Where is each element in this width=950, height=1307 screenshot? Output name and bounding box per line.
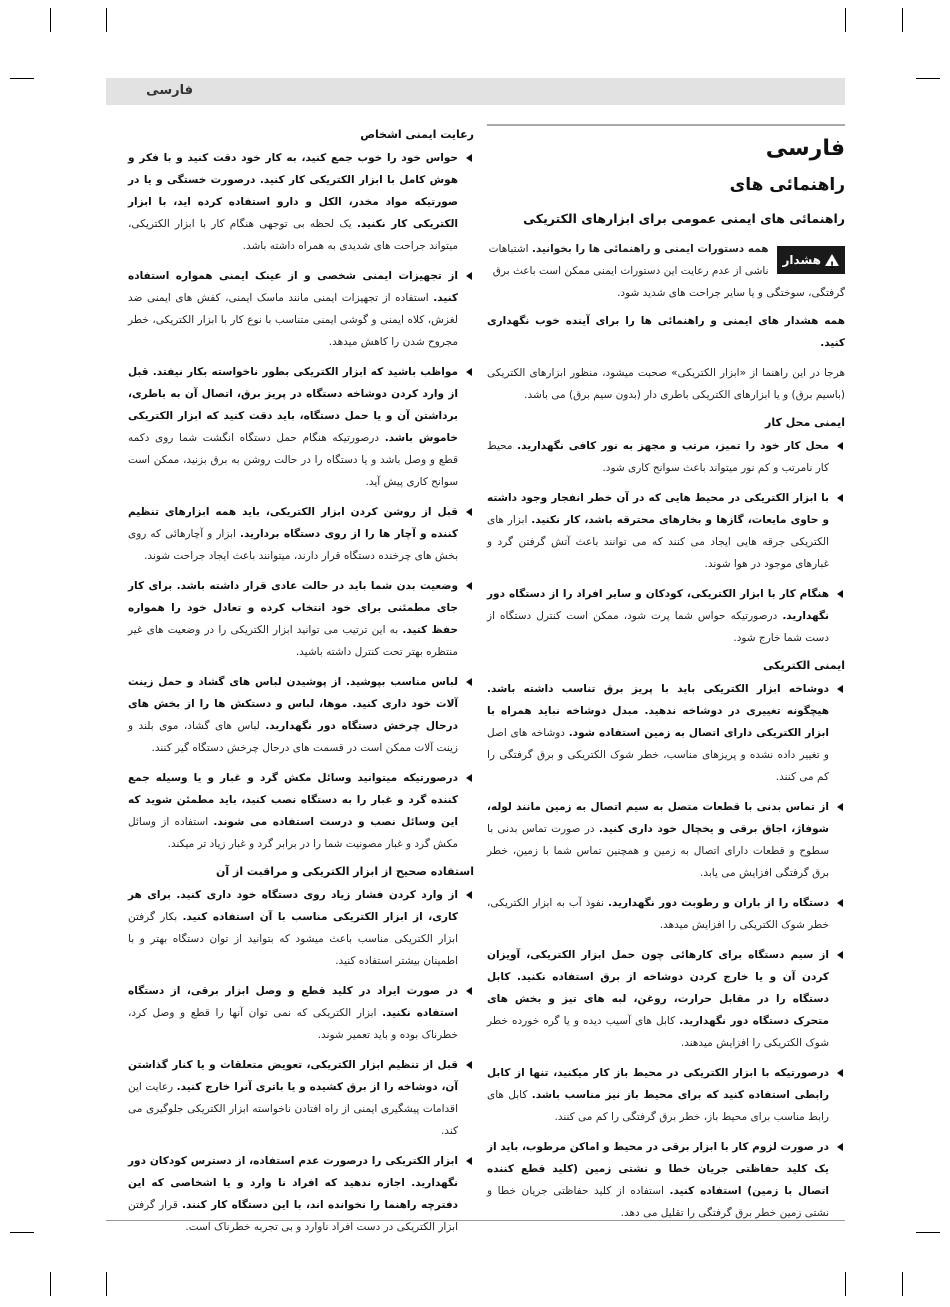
item-bold: در صورت ایراد در کلید قطع و وصل ابزار برقی، از دستگاه استفاده نکنید. [128, 985, 458, 1019]
item-text: کابل های رابط مناسب برای محیط باز، خطر برق گرفتگی را کم می کنند. [487, 1089, 829, 1123]
list-item [487, 944, 845, 1054]
list-item [487, 435, 845, 479]
right-column [487, 118, 845, 1232]
workarea-heading: ایمنی محل کار [765, 416, 845, 429]
list-item [128, 575, 474, 663]
item-text: ابزار های الکتریکی جرقه هایی ایجاد می کنند که می توانند باعث آتش گرفتن گرد و غبارهای موجود در هوا شوند. [487, 514, 829, 570]
list-item [487, 1062, 845, 1128]
crop-mark [916, 78, 940, 79]
electrical-heading: ایمنی الکتریکی [762, 659, 845, 672]
item-text: درصورتیکه حواس شما پرت شود، ممکن است کنترل دستگاه از دست شما خارج شود. [487, 610, 829, 644]
warning-badge [777, 246, 845, 274]
item-text: بکار گرفتن ابزار الکتریکی مناسب باعث میشود که بتوانید از توان دستگاه بهتر و با اطمینان بیشتر استفاده کنید. [128, 911, 458, 967]
item-text: قرار گرفتن ابزار الکتریکی در دست افراد ناوارد و بی تجربه خطرناک است. [128, 1199, 458, 1233]
list-item [487, 583, 845, 649]
item-text: محیط کار نامرتب و کم نور میتواند باعث سوانح کاری شود. [487, 440, 829, 474]
item-text: لباس های گشاد، موی بلند و زینت آلات ممکن است در قسمت های درحال چرخش دستگاه گیر کنند. [128, 720, 458, 754]
item-text: کابل های آسیب دیده و یا گره خورده خطر شوک الکتریکی را افزایش میدهند. [487, 1015, 829, 1049]
item-bold: در صورت لزوم کار با ابزار برقی در محیط و اماکن مرطوب، باید از یک کلید حفاظتی جریان خطا و نشتی زمین (کلید قطع کننده اتصال با زمین) استفاده کنید. [487, 1141, 829, 1197]
item-bold: از تماس بدنی با قطعات متصل به سیم اتصال به زمین مانند لوله، شوفاژ، اجاق برقی و یخچال خود داری کنید. [487, 801, 829, 835]
warning-label: هشدار [782, 253, 821, 267]
item-text: استفاده از تجهیزات ایمنی مانند ماسک ایمنی، کفش های ایمنی ضد لغزش، کلاه ایمنی و گوشی ایمنی متناسب با نوع کار با ابزار الکتریکی، خطر مجروح شدن را کاهش میدهد. [128, 292, 458, 348]
left-column [128, 118, 474, 1246]
crop-mark [845, 1272, 846, 1296]
list-item [128, 1150, 474, 1238]
list-item [128, 265, 474, 353]
list-item [487, 796, 845, 884]
crop-mark [10, 78, 34, 79]
item-text: نفوذ آب به ابزار الکتریکی، خطر شوک الکتریکی را افزایش میدهد. [487, 897, 829, 931]
list-item [487, 678, 845, 788]
item-bold: دستگاه را از باران و رطوبت دور نگهدارید. [608, 897, 829, 909]
crop-mark [106, 1272, 107, 1296]
item-text: یک لحظه بی توجهی هنگام کار با ابزار الکتریکی، میتواند جراحت های شدیدی به همراه داشته باشد. [128, 218, 458, 252]
item-bold: محل کار خود را تمیز، مرتب و مجهز به نور کافی نگهدارید. [517, 440, 829, 452]
header-language-label: فارسی [146, 83, 193, 98]
item-bold: قبل از روشن کردن ابزار الکتریکی، باید همه ابزارهای تنظیم کننده و آچار ها را از روی دستگاه بردارید. [128, 506, 458, 540]
list-item [128, 884, 474, 972]
item-text: ابزار الکتریکی که نمی توان آنها را قطع و وصل کرد، خطرناک بوده و باید تعمیر شوند. [128, 1007, 458, 1041]
item-bold: درصورتیکه با ابزار الکتریکی در محیط باز کار میکنید، تنها از کابل رابطی استفاده کنید که برای محیط باز نیز مناسب باشد. [487, 1067, 830, 1101]
list-item [128, 671, 474, 759]
item-text: استفاده از کلید حفاظتی جریان خطا و نشتی زمین خطر برق گرفتگی را تقلیل می دهد. [487, 1185, 829, 1219]
language-header-bar [106, 78, 845, 105]
item-text: استفاده از وسائل مکش گرد و غبار مصونیت شما را در برابر گرد و غبار زیاد تر میکند. [128, 816, 458, 850]
crop-mark [10, 1232, 34, 1233]
item-text: به این ترتیب می توانید ابزار الکتریکی را در وضعیت های غیر منتظره بهتر تحت کنترل داشته باشید. [128, 624, 458, 658]
item-bold: از سیم دستگاه برای کارهائی چون حمل ابزار الکتریکی، آویزان کردن آن و یا خارج کردن دوشاخه از برق استفاده نکنید. کابل دستگاه را در مقابل حرارت، روغن، لبه های تیز و بخش های متحرک دستگاه دور نگهدارید. [487, 949, 830, 1027]
item-bold: با ابزار الکتریکی در محیط هایی که در آن خطر انفجار وجود داشته و حاوی مایعات، گازها و بخارهای محترقه باشد، کار نکنید. [487, 492, 829, 526]
list-item [128, 767, 474, 855]
section-title: راهنمائی های [729, 175, 845, 195]
personal-safety-heading: رعایت ایمنی اشخاص [360, 128, 474, 141]
warning-text: اشتباهات ناشی از عدم رعایت این دستورات ایمنی ممکن است باعث برق گرفتگی، سوختگی و یا سایر جراحت های شدید شود. [488, 243, 845, 299]
tool-use-heading: استفاده صحیح از ابزار الکتریکی و مراقبت از آن [216, 865, 474, 878]
item-text: در صورت تماس بدنی با سطوح و قطعات دارای اتصال به زمین و همچنین تماس شما با زمین، خطر برق گرفتگی افزایش می یابد. [487, 823, 829, 879]
list-item [128, 147, 474, 257]
warning-bold-text: همه دستورات ایمنی و راهنمائی ها را بخوانید. [531, 243, 769, 255]
power-tool-definition: هرجا در این راهنما از «ابزار الکتریکی» صحبت میشود، منظور ابزارهای الکتریکی (باسیم برق) و یا ابزارهای الکتریکی باطری دار (بدون سیم برق) می باشد. [487, 367, 845, 401]
warning-triangle-icon [825, 254, 839, 266]
item-text: دوشاخه های اصل و تغییر داده نشده و پریزهای مناسب، خطر شوک الکتریکی و برق گرفتگی را کم می کنند. [487, 727, 829, 783]
item-bold: هنگام کار با ابزار الکتریکی، کودکان و سایر افراد را از دستگاه دور نگهدارید. [487, 588, 829, 622]
item-bold: لباس مناسب بپوشید. از پوشیدن لباس های گشاد و حمل زینت آلات خود داری کنید. موها، لباس و دستکش ها را از بخش های درحال چرخش دستگاه دور نگهدارید. [128, 676, 458, 732]
footer-divider [106, 1220, 845, 1221]
page-title: فارسی [765, 136, 845, 161]
crop-mark [50, 1272, 51, 1296]
crop-mark [845, 8, 846, 32]
crop-mark [916, 1232, 940, 1233]
item-bold: از تجهیزات ایمنی شخصی و از عینک ایمنی همواره استفاده کنید. [128, 270, 458, 304]
list-item [128, 501, 474, 567]
item-bold: دوشاخه ابزار الکتریکی باید با پریز برق تناسب داشته باشد. هیچگونه تغییری در دوشاخه ندهید. مبدل دوشاخه نباید همراه با ابزار الکتریکی دارای اتصال به زمین استفاده شود. [487, 683, 829, 739]
item-bold: قبل از تنظیم ابزار الکتریکی، تعویض متعلقات و یا کنار گذاشتن آن، دوشاخه را از برق کشیده و یا باتری آنرا خارج کنید. [128, 1059, 458, 1093]
item-bold: حواس خود را خوب جمع کنید، به کار خود دقت کنید و با فکر و هوش کامل با ابزار الکتریکی کار کنید. درصورت خستگی و یا در صورتیکه مواد مخدر، الکل و دارو استفاده کرده اید، با ابزار الکتریکی کار نکنید. [128, 152, 458, 230]
list-item [128, 1054, 474, 1142]
crop-mark [50, 8, 51, 32]
crop-mark [106, 8, 107, 32]
item-bold: وضعیت بدن شما باید در حالت عادی قرار داشته باشد. برای کار جای مطمئنی برای خود انتخاب کرده و تعادل خود را همواره حفظ کنید. [128, 580, 458, 636]
list-item [487, 892, 845, 936]
item-text: درصورتیکه هنگام حمل دستگاه انگشت شما روی دکمه قطع و وصل باشد و یا دستگاه را در حالت روشن به برق بزنید، ممکن است سوانح کاری پیش آید. [128, 432, 458, 488]
crop-mark [902, 8, 903, 32]
warning-block [487, 238, 845, 304]
keep-instructions-bold: همه هشدار های ایمنی و راهنمائی ها را برای آینده خوب نگهداری کنید. [487, 315, 845, 349]
list-item [128, 361, 474, 493]
item-bold: درصورتیکه میتوانید وسائل مکش گرد و غبار و یا وسیله جمع کننده گرد و غبار را به دستگاه نصب کنید، باید مطمئن شوید که این وسائل نصب و درست استفاده می شوند. [128, 772, 459, 828]
list-item [487, 487, 845, 575]
list-item [128, 980, 474, 1046]
keep-instructions [487, 310, 845, 354]
crop-mark [902, 1272, 903, 1296]
column-divider [487, 124, 845, 126]
general-safety-title: راهنمائی های ایمنی عمومی برای ابزارهای الکتریکی [523, 211, 845, 226]
item-text: رعایت این اقدامات پیشگیری ایمنی از راه افتادن ناخواسته ابزار الکتریکی جلوگیری می کند. [128, 1081, 458, 1137]
item-bold: ابزار الکتریکی را درصورت عدم استفاده، از دسترس کودکان دور نگهدارید. اجازه ندهید که افراد نا وارد و یا اشخاصی که این دفترچه راهنما را نخوانده اند، با این دستگاه کار کنند. [128, 1155, 458, 1211]
list-item [487, 1136, 845, 1224]
item-text: ابزار و آچارهائی که روی بخش های چرخنده دستگاه قرار دارند، میتوانند باعث ایجاد جراحت شوند. [128, 528, 458, 562]
item-bold: مواظب باشید که ابزار الکتریکی بطور ناخواسته بکار نیفتد. قبل از وارد کردن دوشاخه دستگاه در پریز برق، اتصال آن به باطری، برداشتن آن و یا حمل دستگاه، باید دقت کنید که ابزار الکتریکی خاموش باشد. [128, 366, 458, 444]
item-bold: از وارد کردن فشار زیاد روی دستگاه خود داری کنید. برای هر کاری، از ابزار الکتریکی مناسب با آن استفاده کنید. [128, 889, 458, 923]
